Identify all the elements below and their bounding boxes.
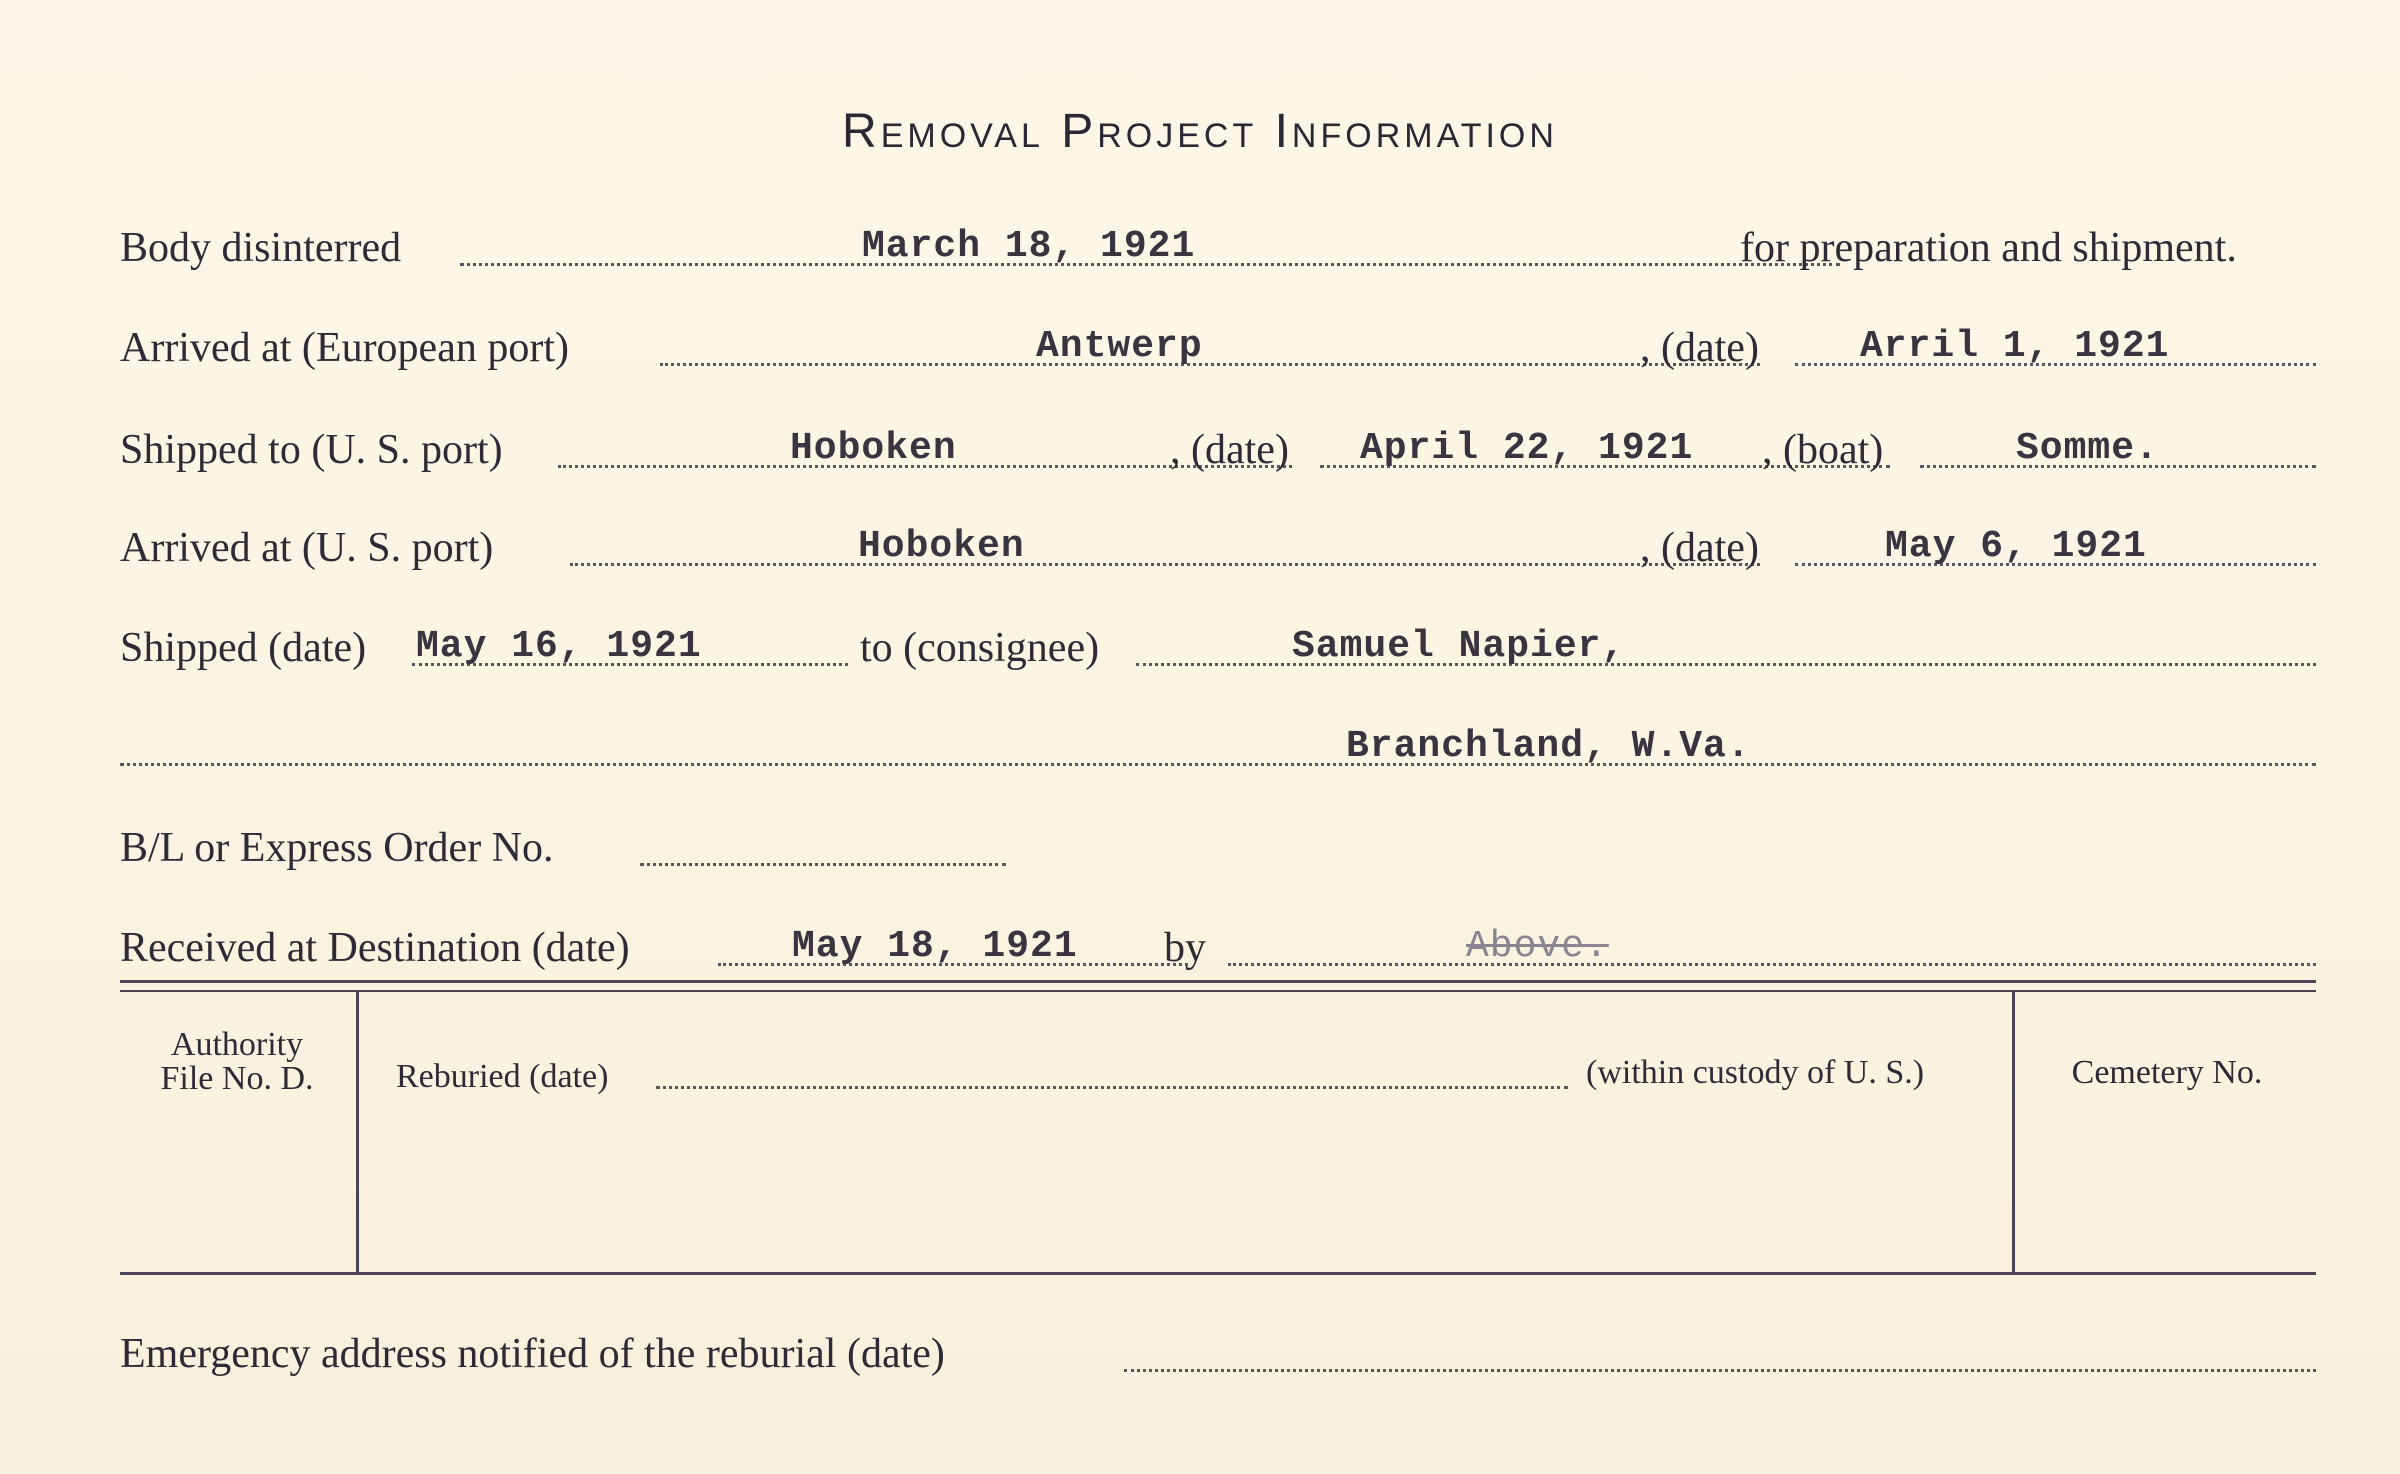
arrived-europe-port: Antwerp [1036, 325, 1203, 368]
consignee-address-line [120, 763, 2316, 766]
row-arrived-us [120, 510, 2316, 580]
arrived-us-date-label: , (date) [1640, 525, 1759, 571]
box-divider-right [2012, 992, 2015, 1272]
box-top-rule [120, 980, 2316, 983]
box-divider-left [356, 992, 359, 1272]
shipped-date-label: Shipped (date) [120, 625, 367, 671]
consignee-value: Samuel Napier, [1292, 625, 1626, 668]
shipped-us-boat-label: , (boat) [1762, 427, 1884, 473]
row-consignee-address [120, 710, 2316, 780]
authority-label-line2: File No. D. [160, 1060, 314, 1097]
arrived-europe-label: Arrived at (European port) [120, 325, 569, 371]
consignee-address: Branchland, W.Va. [1346, 725, 1751, 768]
shipped-us-date: April 22, 1921 [1360, 427, 1694, 470]
received-date: May 18, 1921 [792, 925, 1078, 968]
row-shipped-us [120, 412, 2316, 482]
cemetery-label: Cemetery No. [2071, 1054, 2263, 1091]
row-emergency [120, 1316, 2316, 1386]
arrived-europe-date-label: , (date) [1640, 325, 1759, 371]
bl-order-label: B/L or Express Order No. [120, 825, 554, 871]
shipped-date-value: May 16, 1921 [416, 625, 702, 668]
disinterred-value: March 18, 1921 [862, 225, 1196, 268]
received-label: Received at Destination (date) [120, 925, 630, 971]
emergency-line [1124, 1369, 2316, 1372]
arrived-europe-line [660, 363, 1760, 366]
received-by-value: Above. [1466, 925, 1609, 968]
box-bottom-rule [120, 1272, 2316, 1275]
arrived-us-line [570, 563, 1760, 566]
shipped-us-label: Shipped to (U. S. port) [120, 427, 503, 473]
row-arrived-europe [120, 310, 2316, 380]
consignee-label: to (consignee) [860, 625, 1100, 671]
row-disinterred [120, 210, 2316, 280]
arrived-us-date: May 6, 1921 [1885, 525, 2147, 568]
shipped-us-date-label: , (date) [1170, 427, 1289, 473]
reburied-label: Reburied (date) [396, 1058, 609, 1095]
row-received [120, 910, 2316, 980]
page-title: Removal Project Information [842, 105, 1558, 158]
bl-order-line [640, 863, 1006, 866]
arrived-europe-date: Arril 1, 1921 [1860, 325, 2170, 368]
reburied-line [656, 1086, 1568, 1089]
row-bl-order [120, 810, 2316, 880]
arrived-us-port: Hoboken [858, 525, 1025, 568]
row-shipped-date [120, 610, 2316, 680]
disinterred-suffix: for preparation and shipment. [1740, 225, 2237, 271]
box-top-rule-inner [120, 990, 2316, 992]
received-by-label: by [1164, 925, 1206, 971]
received-by-line [1228, 963, 2316, 966]
emergency-label: Emergency address notified of the reburial (date) [120, 1331, 945, 1377]
shipped-us-boat: Somme. [2016, 427, 2159, 470]
disinterred-label: Body disinterred [120, 225, 402, 271]
custody-label: (within custody of U. S.) [1586, 1054, 1925, 1091]
authority-label-line1: Authority [170, 1026, 304, 1063]
arrived-us-label: Arrived at (U. S. port) [120, 525, 494, 571]
shipped-us-port: Hoboken [790, 427, 957, 470]
